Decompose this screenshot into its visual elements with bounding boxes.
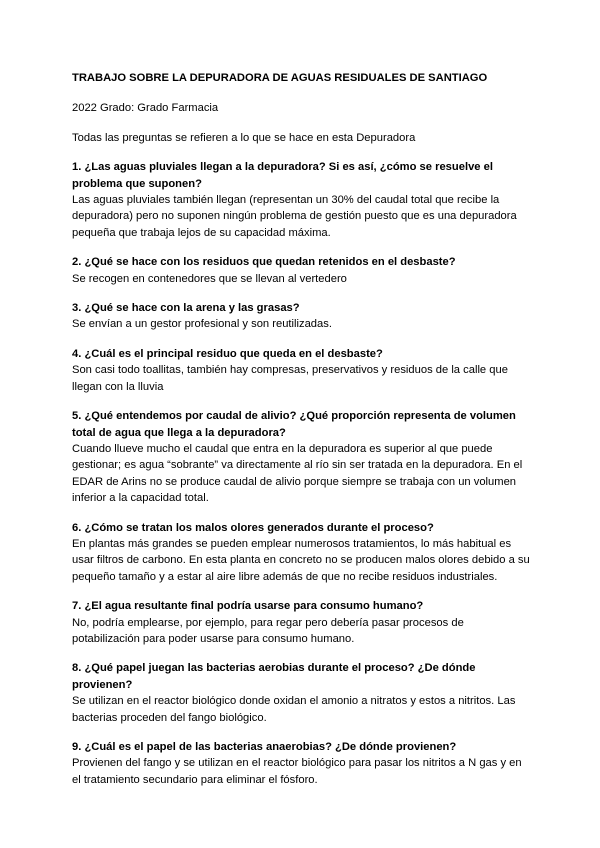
- question-text: 3. ¿Qué se hace con la arena y las grasas?: [72, 302, 300, 315]
- question-text: 9. ¿Cuál es el papel de las bacterias anaerobias? ¿De dónde provienen?: [72, 741, 457, 753]
- answer-text: Provienen del fango y se utilizan en el reactor biológico para pasar los nitritos a N gas y en el tratamiento secundario para eliminar el fósforo.: [72, 757, 522, 786]
- qa-item: [72, 346, 532, 395]
- question-text: 1. ¿Las aguas pluviales llegan a la depuradora? Si es así, ¿cómo se resuelve el problema que suponen?: [72, 161, 493, 190]
- qa-item: [72, 520, 532, 586]
- document-title: TRABAJO SOBRE LA DEPURADORA DE AGUAS RESIDUALES DE SANTIAGO: [72, 72, 488, 84]
- answer-text: Son casi todo toallitas, también hay compresas, preservativos y residuos de la calle que llegan con la lluvia: [72, 364, 508, 393]
- question-text: 7. ¿El agua resultante final podría usarse para consumo humano?: [72, 600, 424, 613]
- qa-item: [72, 598, 532, 647]
- qa-item: [72, 300, 532, 333]
- qa-item: [72, 159, 532, 241]
- document-subtitle: 2022 Grado: Grado Farmacia: [72, 102, 219, 115]
- document-intro: Todas las preguntas se refieren a lo que se hace en esta Depuradora: [72, 131, 416, 144]
- answer-text: Se envían a un gestor profesional y son reutilizadas.: [72, 318, 332, 331]
- answer-text: En plantas más grandes se pueden emplear numerosos tratamientos, lo más habitual es usar filtros de carbono. En esta planta en concreto no se producen malos olores debido a su pequeño tamaño y a estar al aire libre además de que no recibe residuos industriales.: [72, 537, 530, 583]
- answer-text: Cuando llueve mucho el caudal que entra en la depuradora es superior al que puede gestionar; es agua “sobrante” va directamente al río sin ser tratada en la depuradora. En el EDAR de Arins no se produce caudal de alivio porque siempre se trabaja con un volumen inferior a la capacidad total.: [72, 442, 523, 505]
- answer-text: Se utilizan en el reactor biológico donde oxidan el amonio a nitratos y estos a nitritos. Las bacterias proceden del fango biológico.: [72, 695, 516, 724]
- qa-item: [72, 254, 532, 287]
- document-page: [72, 70, 532, 801]
- qa-item: [72, 660, 532, 726]
- question-text: 2. ¿Qué se hace con los residuos que quedan retenidos en el desbaste?: [72, 256, 456, 269]
- question-text: 4. ¿Cuál es el principal residuo que queda en el desbaste?: [72, 347, 383, 360]
- answer-text: Se recogen en contenedores que se llevan al vertedero: [72, 272, 347, 285]
- question-text: 5. ¿Qué entendemos por caudal de alivio? ¿Qué proporción representa de volumen total de agua que llega a la depuradora?: [72, 410, 516, 439]
- question-text: 6. ¿Cómo se tratan los malos olores generados durante el proceso?: [72, 521, 434, 534]
- question-text: 8. ¿Qué papel juegan las bacterias aerobias durante el proceso? ¿De dónde provienen?: [72, 662, 476, 691]
- answer-text: Las aguas pluviales también llegan (representan un 30% del caudal total que recibe la depuradora) pero no suponen ningún problema de gestión puesto que es una depuradora pequeña que trabaja lejos de su capacidad máxima.: [72, 194, 517, 239]
- qa-item: [72, 739, 532, 788]
- qa-item: [72, 408, 532, 506]
- answer-text: No, podría emplearse, por ejemplo, para regar pero debería pasar procesos de potabilización para poder usarse para consumo humano.: [72, 616, 464, 645]
